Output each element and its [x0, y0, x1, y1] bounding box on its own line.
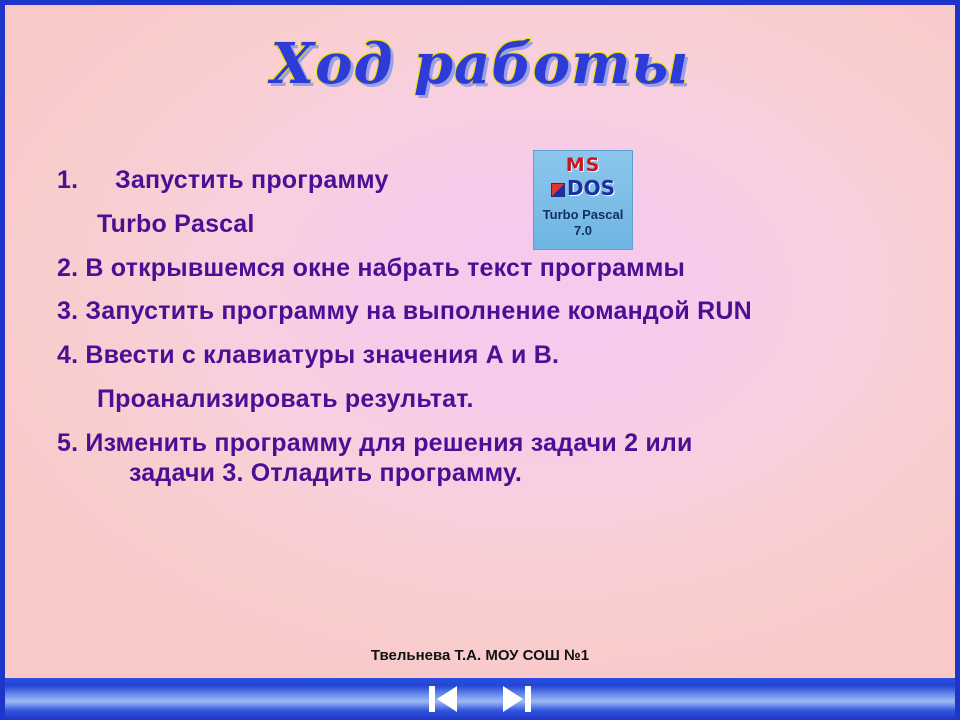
list-item-continuation: [57, 384, 757, 415]
previous-slide-button[interactable]: [429, 686, 457, 712]
list-item: 4. Ввести с клавиатуры значения А и В.: [57, 341, 560, 369]
previous-arrow-icon: [437, 686, 457, 712]
list-item: 3. Запустить программу на выполнение командой RUN: [57, 297, 752, 326]
turbo-pascal-name: Turbo Pascal: [542, 207, 624, 222]
list-item: 5. Изменить программу для решения задачи 2 или задачи 3. Отладить программу.: [57, 428, 693, 488]
dos-label: DOS: [566, 176, 615, 200]
list-item-continuation: [57, 209, 757, 240]
slide-body: [57, 165, 757, 502]
list-item-continuation-text: Turbo Pascal: [97, 209, 255, 238]
list-item-text: Запустить программу: [115, 166, 389, 194]
ms-label: MS: [565, 154, 601, 176]
slide-title-area: [5, 31, 955, 97]
next-slide-button[interactable]: [503, 686, 531, 712]
page-title: Ход работы: [270, 31, 690, 97]
list-item: [57, 165, 757, 196]
next-arrow-icon: [503, 686, 523, 712]
list-item: 2. В открывшемся окне набрать текст программы: [57, 253, 686, 282]
list-item-continuation-text: Проанализировать результат.: [97, 384, 474, 413]
list-item-number: 1.: [57, 166, 79, 194]
previous-bar-icon: [429, 686, 435, 712]
turbo-pascal-version: 7.0: [573, 223, 593, 239]
slide-footer: Твельнева Т.А. МОУ СОШ №1: [370, 647, 590, 664]
navigation-bar: [5, 678, 955, 720]
next-bar-icon: [525, 686, 531, 712]
